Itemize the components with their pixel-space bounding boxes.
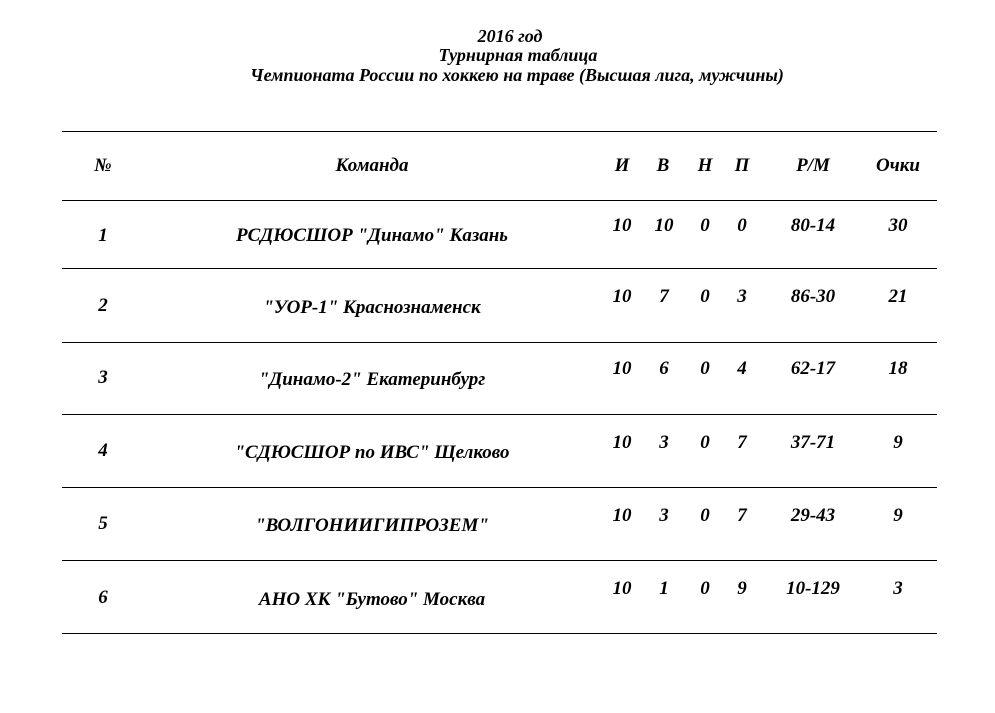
row-draws: 0 <box>700 578 710 599</box>
row-num: 2 <box>98 295 108 316</box>
row-team: "УОР-1" Краснознаменск <box>263 297 481 318</box>
header-points: Очки <box>876 155 920 176</box>
row-draws: 0 <box>700 215 710 236</box>
table-header-rule <box>62 200 937 201</box>
row-goals: 10-129 <box>786 578 840 599</box>
row-divider <box>62 342 937 343</box>
row-team: "ВОЛГОНИИГИПРОЗЕМ" <box>255 515 489 536</box>
row-num: 3 <box>98 367 108 388</box>
header-draws: Н <box>697 155 713 176</box>
row-draws: 0 <box>700 505 710 526</box>
row-draws: 0 <box>700 358 710 379</box>
row-wins: 3 <box>659 432 669 453</box>
row-wins: 3 <box>659 505 669 526</box>
row-divider <box>62 414 937 415</box>
row-num: 6 <box>98 587 108 608</box>
row-losses: 7 <box>737 432 747 453</box>
row-team: "СДЮСШОР по ИВС" Щелково <box>234 442 510 463</box>
row-losses: 4 <box>737 358 747 379</box>
row-losses: 9 <box>737 578 747 599</box>
row-points: 9 <box>893 432 903 453</box>
row-games: 10 <box>612 432 632 453</box>
row-goals: 62-17 <box>790 358 836 379</box>
header-goals: Р/М <box>796 155 830 176</box>
table-top-rule <box>62 131 937 132</box>
row-games: 10 <box>612 578 632 599</box>
row-team: АНО ХК "Бутово" Москва <box>258 589 486 610</box>
row-wins: 7 <box>659 286 669 307</box>
header-games: И <box>614 155 630 176</box>
row-points: 18 <box>888 358 908 379</box>
row-goals: 37-71 <box>790 432 836 453</box>
title-subtitle: Турнирная таблица <box>438 45 598 65</box>
row-points: 3 <box>893 578 903 599</box>
row-wins: 6 <box>659 358 669 379</box>
row-wins: 10 <box>654 215 674 236</box>
row-losses: 3 <box>737 286 747 307</box>
row-wins: 1 <box>659 578 669 599</box>
row-divider <box>62 560 937 561</box>
header-wins: В <box>656 155 670 176</box>
row-draws: 0 <box>700 432 710 453</box>
row-points: 30 <box>888 215 908 236</box>
row-goals: 86-30 <box>790 286 836 307</box>
header-num: № <box>94 155 112 176</box>
row-games: 10 <box>612 215 632 236</box>
row-losses: 0 <box>737 215 747 236</box>
row-divider <box>62 487 937 488</box>
title-year: 2016 год <box>477 26 543 46</box>
row-team: РСДЮСШОР "Динамо" Казань <box>236 225 508 246</box>
table-bottom-rule <box>62 633 937 634</box>
row-num: 5 <box>98 513 108 534</box>
header-losses: П <box>734 155 750 176</box>
row-games: 10 <box>612 286 632 307</box>
row-draws: 0 <box>700 286 710 307</box>
row-losses: 7 <box>737 505 747 526</box>
row-games: 10 <box>612 358 632 379</box>
row-num: 4 <box>98 440 108 461</box>
row-games: 10 <box>612 505 632 526</box>
row-team: "Динамо-2" Екатеринбург <box>258 369 486 390</box>
header-team: Команда <box>335 155 409 176</box>
row-num: 1 <box>98 225 108 246</box>
row-points: 9 <box>893 505 903 526</box>
title-championship: Чемпионата России по хоккею на траве (Высшая лига, мужчины) <box>250 65 784 85</box>
row-goals: 80-14 <box>790 215 836 236</box>
row-divider <box>62 268 937 269</box>
row-goals: 29-43 <box>790 505 836 526</box>
row-points: 21 <box>888 286 908 307</box>
